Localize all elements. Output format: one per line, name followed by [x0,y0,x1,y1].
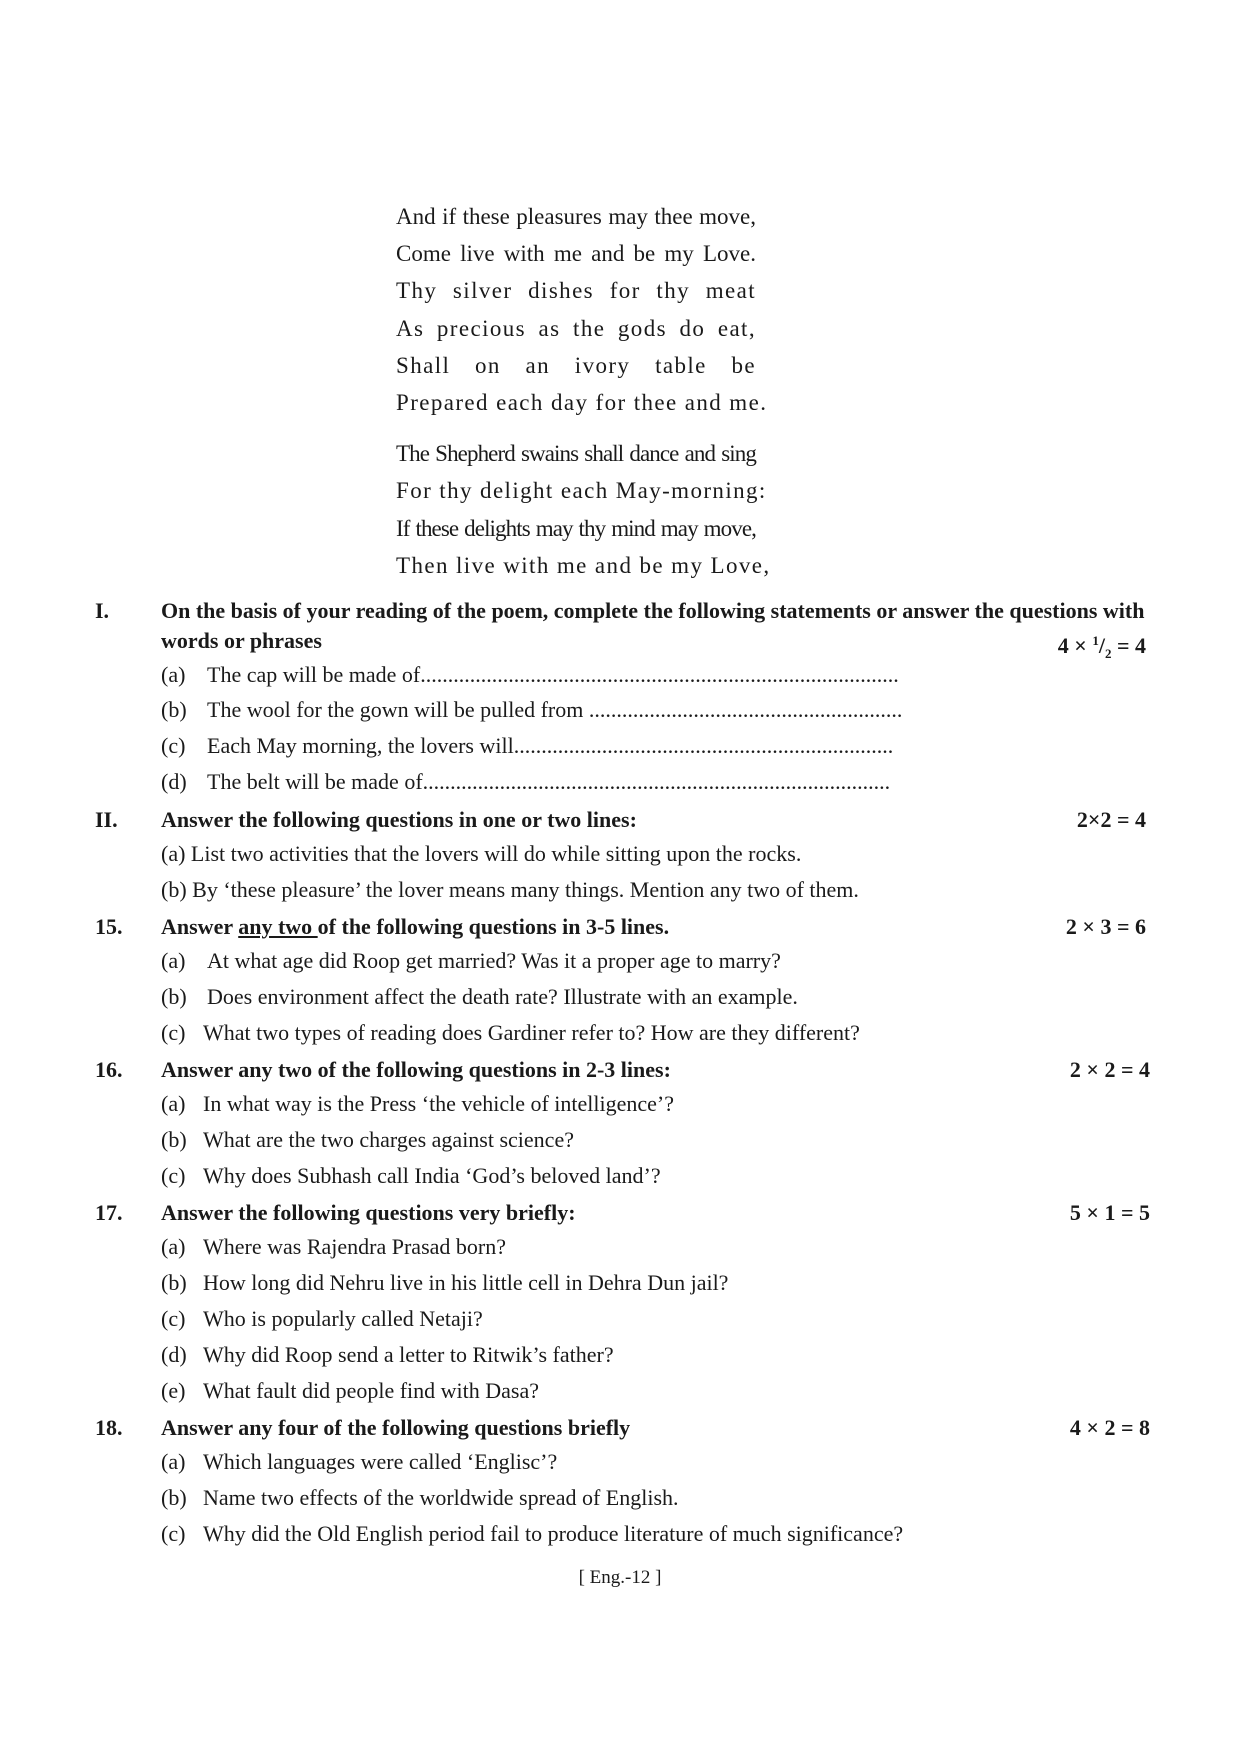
question-marks: 2×2 = 4 [1076,807,1146,832]
poem-line: And if these pleasures may thee move, [396,204,756,229]
question-marks: 5 × 1 = 5 [1069,1200,1150,1225]
question-text: Answer any two of the following questions in 2-3 lines: [161,1057,671,1082]
poem-line: Prepared each day for thee and me. [396,389,768,415]
question-II [0,805,1240,902]
question-item: (a) Which languages were called ‘Englisc’? [161,1449,558,1474]
question-item: (c) Why did the Old English period fail to produce literature of much significance? [161,1521,904,1546]
question-text: On the basis of your reading of the poem, complete the following statements or answer the questions with words or phrases [161,598,1145,653]
question-number: 17. [95,1200,123,1225]
question-item: (a) List two activities that the lovers will do while sitting upon the rocks. [161,841,802,866]
poem-line: The Shepherd swains shall dance and sing [396,441,756,467]
question-number: I. [95,598,110,623]
question-item: (c) What two types of reading does Gardiner refer to? How are they different? [161,1020,860,1045]
poem-excerpt [396,198,771,584]
question-item: (b) The wool for the gown will be pulled from ......................................................... [161,697,903,722]
question-item: (c) Why does Subhash call India ‘God’s beloved land’? [161,1163,661,1188]
question-15 [0,912,1240,1045]
question-item: (b) By ‘these pleasure’ the lover means many things. Mention any two of them. [161,877,859,902]
question-item: (b) Does environment affect the death rate? Illustrate with an example. [161,984,798,1009]
question-text: Answer any four of the following questions briefly [161,1415,631,1440]
question-number: 15. [95,914,123,939]
poem-line: Thy silver dishes for thy meat [396,278,756,304]
question-item: (e) What fault did people find with Dasa? [161,1378,540,1403]
poem-line: Come live with me and be my Love. [396,241,756,267]
page-footer: [ Eng.-12 ] [578,1567,662,1588]
question-number: II. [95,807,118,832]
question-text: Answer any two of the following questions in 3-5 lines. [161,914,670,939]
question-marks: 2 × 3 = 6 [1065,914,1146,939]
question-item: (a) In what way is the Press ‘the vehicle of intelligence’? [161,1091,675,1116]
question-marks: 2 × 2 = 4 [1069,1057,1150,1082]
question-text: Answer the following questions very briefly: [161,1200,576,1225]
question-item: (a) The cap will be made of....................................................................................... [161,662,899,687]
question-item: (c) Each May morning, the lovers will..................................................................... [161,733,894,758]
poem-line: Then live with me and be my Love, [396,552,771,578]
question-item: (d) Why did Roop send a letter to Ritwik’s father? [161,1342,614,1367]
question-item: (a) Where was Rajendra Prasad born? [161,1234,506,1259]
question-text: Answer the following questions in one or two lines: [161,807,637,832]
question-item: (c) Who is popularly called Netaji? [161,1306,483,1331]
question-marks: $4 \times ^1/_2 = 4$ [1057,633,1146,661]
poem-line: For thy delight each May-morning: [396,478,767,504]
question-number: 16. [95,1057,123,1082]
question-item: (b) How long did Nehru live in his little cell in Dehra Dun jail? [161,1270,729,1295]
poem-line: As precious as the gods do eat, [396,315,756,341]
question-18 [0,1413,1240,1546]
question-item: (a) At what age did Roop get married? Was it a proper age to marry? [161,948,781,973]
question-item: (d) The belt will be made of..................................................................................... [161,769,891,794]
question-item: (b) What are the two charges against science? [161,1127,574,1152]
question-I [0,596,1240,794]
poem-line: Shall on an ivory table be [396,352,756,378]
question-number: 18. [95,1415,123,1440]
question-marks: 4 × 2 = 8 [1069,1415,1150,1440]
question-16 [0,1055,1240,1188]
poem-line: If these delights may thy mind may move, [396,515,756,541]
question-item: (b) Name two effects of the worldwide spread of English. [161,1485,679,1510]
question-17 [0,1198,1240,1403]
